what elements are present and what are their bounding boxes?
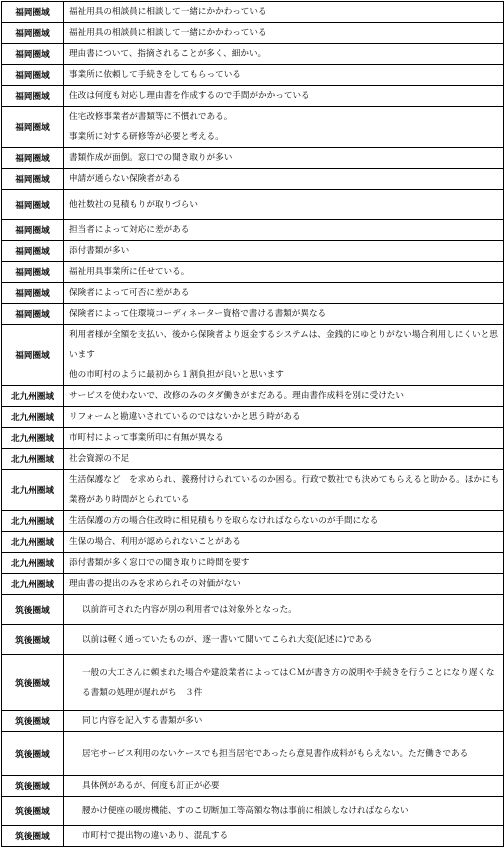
region-cell: 北九州圏域	[2, 407, 64, 428]
region-cell: 北九州圏域	[2, 511, 64, 532]
comment-cell	[64, 325, 504, 386]
comment-cell	[64, 44, 504, 65]
comment-text: 事業所に依頼して手続きをしてもらっている	[69, 70, 241, 80]
table-row	[2, 428, 504, 449]
region-cell: 筑後圏域	[2, 826, 64, 847]
region-cell: 福岡圏域	[2, 169, 64, 190]
comment-text: 同じ内容を記入する書類が多い	[82, 716, 203, 726]
comment-cell	[64, 65, 504, 86]
table-row	[2, 262, 504, 283]
comment-text: 社会資源の不足	[69, 454, 130, 464]
comment-cell	[64, 262, 504, 283]
table-row	[2, 107, 504, 148]
region-cell: 北九州圏域	[2, 574, 64, 595]
table-row	[2, 470, 504, 511]
comment-cell	[64, 797, 504, 826]
comment-cell	[64, 407, 504, 428]
comment-text: 福祉用具事業所に任せている。	[69, 267, 190, 277]
table-row	[2, 595, 504, 625]
region-cell: 福岡圏域	[2, 325, 64, 386]
region-cell: 筑後圏域	[2, 625, 64, 655]
comment-cell	[64, 655, 504, 711]
comment-cell	[64, 241, 504, 262]
region-cell: 福岡圏域	[2, 86, 64, 107]
comment-text: 事業所に対する研修等が必要と考える。	[69, 132, 224, 142]
comment-cell	[64, 826, 504, 847]
comment-cell	[64, 574, 504, 595]
comment-text: 生活保護の方の場合住改時に相見積もりを取らなければならないのが手間になる	[69, 516, 379, 526]
comment-text: 市町村によって事業所印に有無が異なる	[69, 433, 224, 443]
table-row	[2, 23, 504, 44]
comment-text: 申請が通らない保険者がある	[69, 174, 181, 184]
comment-text: 福祉用具の相談員に相談して一緒にかかわっている	[69, 7, 267, 17]
comment-text: 理由書の提出のみを求められその対価がない	[69, 579, 241, 589]
comment-text: 理由書について、指摘されることが多く、細かい。	[69, 49, 267, 59]
table-row	[2, 65, 504, 86]
comment-text: 生活保護など を求められ、義務付けられているのか困る。行政で数社でも決めてもらえると助かる。ほかにも業務があり時間がとられている	[69, 475, 500, 505]
table-row	[2, 407, 504, 428]
comment-text: 住改は何度も対応し理由書を作成するので手間がかかっている	[69, 91, 310, 101]
table-row	[2, 797, 504, 826]
region-cell: 筑後圏域	[2, 776, 64, 797]
comment-text: 保険者によって住環境コーディネーター資格で書ける書類が異なる	[69, 309, 327, 319]
table-row	[2, 2, 504, 23]
comment-text: リフォームと勘違いされているのではないかと思う時がある	[69, 412, 301, 422]
comment-cell	[64, 595, 504, 625]
region-cell: 福岡圏域	[2, 148, 64, 169]
table-row	[2, 304, 504, 325]
comment-text: 利用者様が全額を支払い、後から保険者より返金するシステムは、金銭的にゆとりがない場合利用しにくいと思います	[69, 330, 498, 360]
region-cell: 北九州圏域	[2, 428, 64, 449]
comment-cell	[64, 532, 504, 553]
table-row	[2, 553, 504, 574]
region-cell: 北九州圏域	[2, 449, 64, 470]
comment-text: 保険者によって可否に差がある	[69, 288, 190, 298]
region-cell: 福岡圏域	[2, 65, 64, 86]
table-row	[2, 625, 504, 655]
comment-cell	[64, 386, 504, 407]
comment-text: 以前は軽く通っていたものが、逐一書いて聞いてこられ大変(記述に)である	[82, 634, 373, 645]
comment-cell	[64, 304, 504, 325]
region-cell: 福岡圏域	[2, 283, 64, 304]
comment-cell	[64, 625, 504, 655]
comment-text: 具体例があるが、何度も訂正が必要	[82, 781, 220, 791]
table-row	[2, 532, 504, 553]
comment-text: 他の市町村のように最初から１割負担が良いと思います	[69, 370, 284, 380]
table-row	[2, 655, 504, 711]
region-cell: 福岡圏域	[2, 44, 64, 65]
region-cell: 北九州圏域	[2, 553, 64, 574]
table-row	[2, 220, 504, 241]
region-cell: 福岡圏域	[2, 220, 64, 241]
comments-table	[1, 1, 504, 847]
comment-text: 書類作成が面倒。窓口での聞き取りが多い	[69, 153, 233, 163]
comment-cell	[64, 428, 504, 449]
table-row	[2, 449, 504, 470]
region-cell: 福岡圏域	[2, 304, 64, 325]
comment-text: 市町村で提出物の違いあり、混乱する	[82, 831, 229, 841]
comment-text: 一般の大工さんに頼まれた場合や建設業者によってはＣＭが書き方の説明や手続きを行うことになり遅くなる書類の処理が遅れがち ３件	[82, 667, 495, 698]
comment-cell	[64, 776, 504, 797]
region-cell: 北九州圏域	[2, 532, 64, 553]
table-row	[2, 776, 504, 797]
table-row	[2, 511, 504, 532]
comment-text: 住宅改修事業者が書類等に不慣れである。	[69, 112, 233, 122]
comment-text: 担当者によって対応に差がある	[69, 225, 190, 235]
comment-text: 福祉用具の相談員に相談して一緒にかかわっている	[69, 28, 267, 38]
region-cell: 筑後圏域	[2, 655, 64, 711]
region-cell: 福岡圏域	[2, 23, 64, 44]
region-cell: 筑後圏域	[2, 595, 64, 625]
comment-cell	[64, 283, 504, 304]
table-row	[2, 190, 504, 220]
region-cell: 福岡圏域	[2, 2, 64, 23]
region-cell: 福岡圏域	[2, 190, 64, 220]
comment-text: 居宅サービス利用のないケースでも担当居宅であったら意見書作成料がもらえない。ただ働きである	[82, 748, 469, 759]
comment-cell	[64, 190, 504, 220]
comment-cell	[64, 2, 504, 23]
region-cell: 北九州圏域	[2, 470, 64, 511]
table-row	[2, 574, 504, 595]
table-row	[2, 86, 504, 107]
comment-cell	[64, 511, 504, 532]
comment-cell	[64, 470, 504, 511]
table-row	[2, 386, 504, 407]
comment-text: 生保の場合、利用が認められないことがある	[69, 537, 241, 547]
comment-cell	[64, 23, 504, 44]
region-cell: 福岡圏域	[2, 262, 64, 283]
comment-cell	[64, 107, 504, 148]
region-cell: 福岡圏域	[2, 241, 64, 262]
comment-cell	[64, 553, 504, 574]
region-cell: 筑後圏域	[2, 732, 64, 776]
table-row	[2, 44, 504, 65]
comment-cell	[64, 86, 504, 107]
comment-cell	[64, 711, 504, 732]
table-row	[2, 148, 504, 169]
region-cell: 福岡圏域	[2, 107, 64, 148]
comment-text: 添付書類が多く窓口での聞き取りに時間を要す	[69, 558, 250, 568]
region-cell: 筑後圏域	[2, 797, 64, 826]
table-row	[2, 325, 504, 386]
comment-text: 以前許可された内容が別の利用者では対象外となった。	[82, 604, 297, 615]
comment-text: サービスを使わないで、改修のみのタダ働きがまだある。理由書作成料を別に受けたい	[69, 391, 404, 401]
table-row	[2, 711, 504, 732]
comment-cell	[64, 732, 504, 776]
table-row	[2, 241, 504, 262]
table-row	[2, 169, 504, 190]
comment-cell	[64, 148, 504, 169]
table-row	[2, 283, 504, 304]
comment-cell	[64, 220, 504, 241]
comment-cell	[64, 169, 504, 190]
comment-text: 添付書類が多い	[69, 246, 130, 256]
table-row	[2, 826, 504, 847]
region-cell: 北九州圏域	[2, 386, 64, 407]
table-row	[2, 732, 504, 776]
region-cell: 筑後圏域	[2, 711, 64, 732]
comment-text: 他社数社の見積もりが取りづらい	[69, 199, 198, 210]
comment-text: 腰かけ便座の暖房機能、すのこ切断加工等高額な物は事前に相談しなければならない	[82, 806, 409, 816]
comment-cell	[64, 449, 504, 470]
